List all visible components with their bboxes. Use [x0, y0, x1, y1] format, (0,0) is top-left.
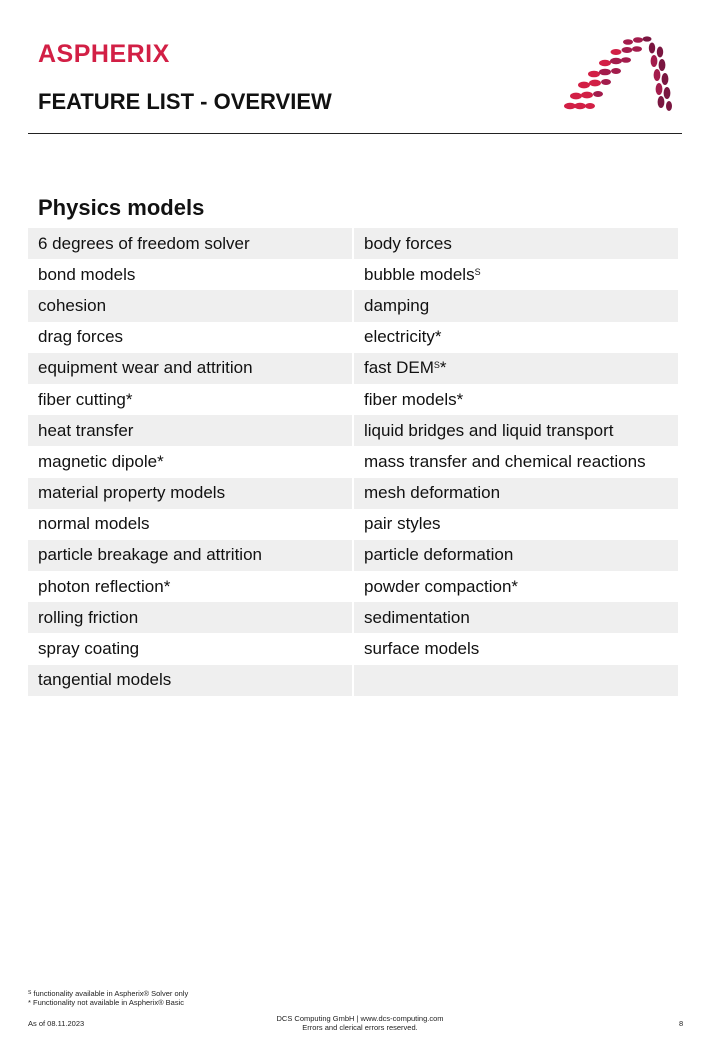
- table-row: [28, 384, 678, 415]
- footnote-not-basic: * Functionality not available in Aspherix® Basic: [28, 998, 185, 1007]
- logo-dot: [593, 91, 603, 97]
- footer-company-line: DCS Computing GmbH | www.dcs-computing.com: [276, 1014, 444, 1023]
- footnote-text: functionality available in Aspherix® Solver only: [31, 989, 189, 998]
- not-basic-mark: *: [439, 358, 447, 378]
- logo-dot: [659, 59, 666, 71]
- table-row: [28, 446, 678, 477]
- feature-cell: fiber cutting*: [28, 384, 352, 415]
- feature-cell: [354, 384, 678, 415]
- logo-dot: [578, 82, 590, 89]
- feature-table: [26, 228, 680, 696]
- feature-label: sedimentation: [364, 607, 470, 627]
- table-row: [28, 665, 678, 696]
- logo-dot: [621, 57, 631, 63]
- table-row: [28, 478, 678, 509]
- logo-dot: [649, 43, 655, 54]
- feature-cell: [354, 322, 678, 353]
- feature-cell: [354, 509, 678, 540]
- logo-dot: [599, 60, 611, 66]
- table-row: [28, 633, 678, 664]
- feature-cell: [354, 602, 678, 633]
- logo-dot: [589, 80, 601, 87]
- feature-cell: [354, 665, 678, 696]
- logo-dot: [574, 103, 586, 109]
- footnotes: [28, 989, 188, 1007]
- header-divider: [28, 133, 682, 134]
- feature-cell: tangential models: [28, 665, 352, 696]
- feature-cell: bond models: [28, 259, 352, 290]
- logo-dot: [651, 55, 658, 67]
- feature-cell: material property models: [28, 478, 352, 509]
- logo-dot: [654, 69, 661, 81]
- feature-cell: spray coating: [28, 633, 352, 664]
- footnote-mark: S: [28, 990, 32, 996]
- logo-dot: [623, 39, 633, 45]
- feature-cell: [354, 259, 678, 290]
- feature-label: fast DEM: [364, 358, 434, 378]
- logo-dot: [633, 37, 643, 43]
- table-row: [28, 602, 678, 633]
- logo-dot: [643, 36, 652, 41]
- feature-cell: [354, 290, 678, 321]
- logo-dot: [588, 71, 600, 78]
- feature-cell: magnetic dipole*: [28, 446, 352, 477]
- feature-label: mesh deformation: [364, 483, 501, 503]
- feature-cell: [354, 540, 678, 571]
- document-title: FEATURE LIST - OVERVIEW: [38, 89, 332, 114]
- feature-cell: [354, 446, 678, 477]
- feature-label: body forces: [364, 233, 452, 253]
- logo-dot: [662, 73, 669, 85]
- solver-only-mark: S: [433, 360, 440, 371]
- feature-cell: [354, 478, 678, 509]
- footer-company: [210, 1014, 510, 1032]
- logo-dot: [622, 47, 633, 53]
- logo-dot: [570, 93, 582, 100]
- feature-cell: [354, 415, 678, 446]
- section-title: Physics models: [38, 195, 205, 220]
- feature-cell: equipment wear and attrition: [28, 353, 352, 384]
- logo-dot: [581, 92, 593, 99]
- feature-label: surface models: [364, 639, 480, 659]
- logo-dot: [658, 96, 665, 108]
- feature-cell: particle breakage and attrition: [28, 540, 352, 571]
- feature-cell: [354, 571, 678, 602]
- feature-label: powder compaction*: [364, 576, 519, 596]
- logo-dot: [632, 46, 642, 52]
- table-row: [28, 228, 678, 259]
- logo-dot: [601, 79, 611, 85]
- feature-label: particle deformation: [364, 545, 514, 565]
- feature-label: damping: [364, 295, 430, 315]
- logo-dot: [599, 69, 611, 76]
- footnote-solver-only: [28, 989, 188, 998]
- logo-dot: [664, 87, 671, 99]
- aspherix-logo-icon: [562, 30, 676, 114]
- table-row: [28, 290, 678, 321]
- table-row: [28, 259, 678, 290]
- table-row: [28, 415, 678, 446]
- feature-cell: rolling friction: [28, 602, 352, 633]
- table-row: [28, 571, 678, 602]
- feature-cell: [354, 228, 678, 259]
- logo-dot: [656, 83, 663, 95]
- table-row: [28, 540, 678, 571]
- feature-label: electricity*: [364, 327, 442, 347]
- feature-label: liquid bridges and liquid transport: [364, 420, 614, 440]
- feature-label: pair styles: [364, 514, 441, 534]
- feature-cell: photon reflection*: [28, 571, 352, 602]
- feature-label: bubble models: [364, 264, 475, 284]
- logo-dot: [611, 49, 622, 55]
- feature-cell: cohesion: [28, 290, 352, 321]
- logo-dot: [657, 47, 663, 58]
- logo-dot: [666, 101, 672, 111]
- feature-label: fiber models*: [364, 389, 464, 409]
- feature-cell: 6 degrees of freedom solver: [28, 228, 352, 259]
- logo-dot: [585, 103, 595, 109]
- solver-only-mark: S: [474, 266, 481, 277]
- feature-cell: heat transfer: [28, 415, 352, 446]
- page-number: 8: [679, 1019, 684, 1028]
- feature-cell: [354, 633, 678, 664]
- table-row: [28, 509, 678, 540]
- feature-cell: drag forces: [28, 322, 352, 353]
- table-row: [28, 353, 678, 384]
- logo-dot: [610, 58, 622, 64]
- footer-disclaimer: Errors and clerical errors reserved.: [302, 1023, 418, 1032]
- footer-date: As of 08.11.2023: [28, 1019, 85, 1028]
- feature-label: mass transfer and chemical reactions: [364, 451, 646, 471]
- logo-dot: [611, 68, 621, 74]
- table-row: [28, 322, 678, 353]
- brand-name: ASPHERIX: [38, 40, 170, 68]
- feature-cell: [354, 353, 678, 384]
- feature-cell: normal models: [28, 509, 352, 540]
